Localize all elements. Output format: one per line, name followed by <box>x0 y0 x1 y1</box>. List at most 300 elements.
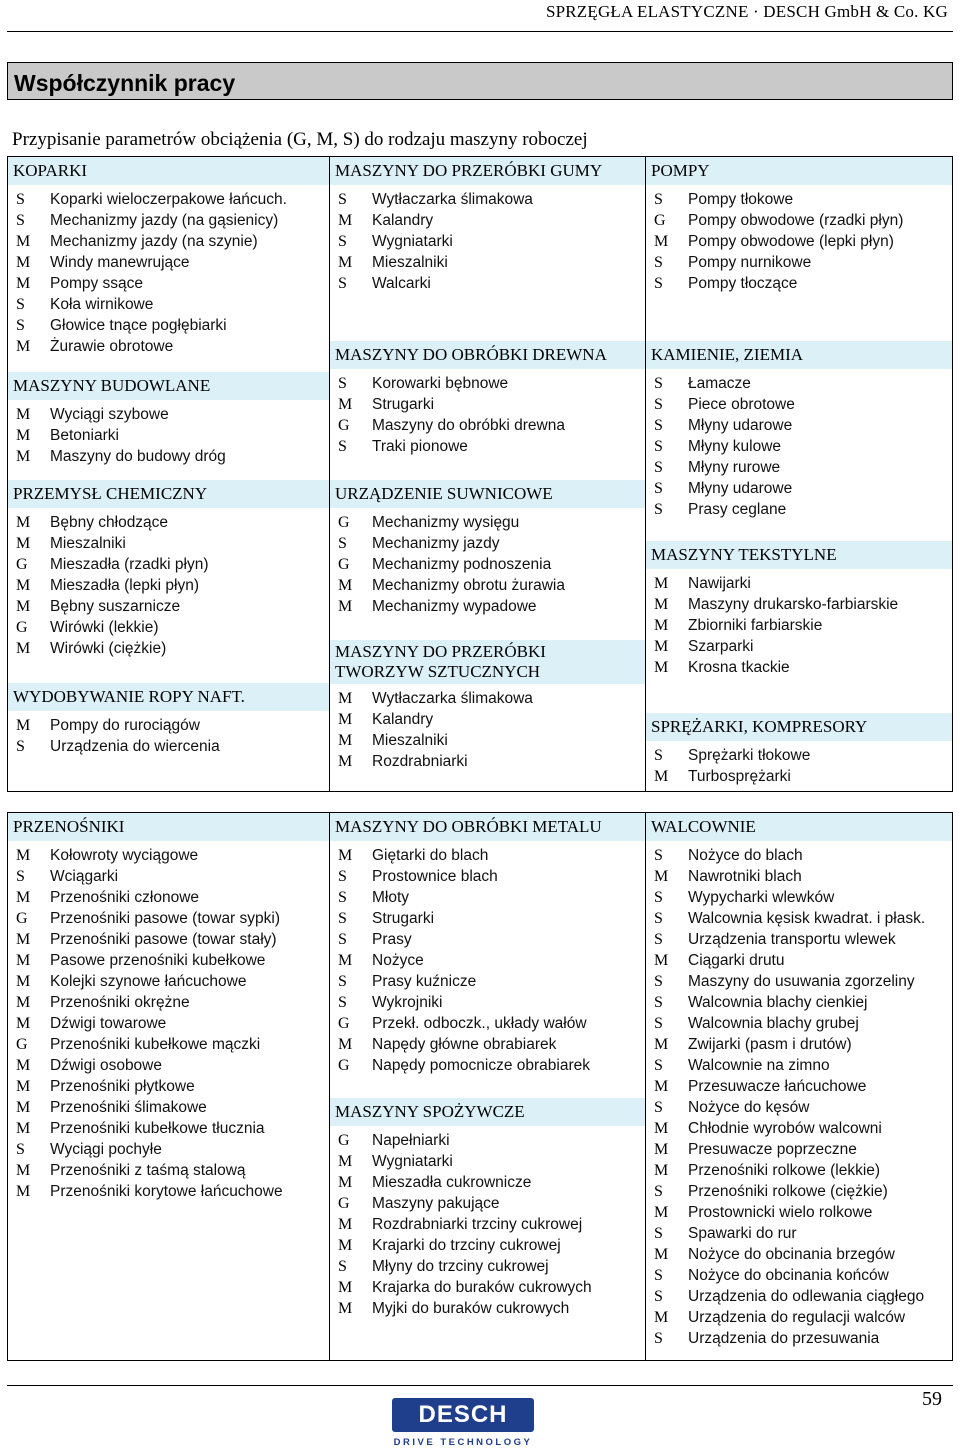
list-item <box>646 273 952 294</box>
upper-table <box>7 156 953 792</box>
list-item <box>646 415 952 436</box>
machine-name: Młoty <box>372 889 410 906</box>
machine-name: Mieszalniki <box>50 535 126 552</box>
load-class: M <box>338 1237 353 1254</box>
machine-name: Napędy główne obrabiarek <box>372 1036 557 1053</box>
machine-name: Przenośniki kubełkowe tłucznia <box>50 1120 265 1137</box>
machine-name: Mechanizmy obrotu żurawia <box>372 577 565 594</box>
list-item <box>330 1193 645 1214</box>
machine-name: Przenośniki korytowe łańcuchowe <box>50 1183 283 1200</box>
list-item <box>8 575 329 596</box>
machine-name: Młyny kulowe <box>688 438 782 455</box>
machine-name: Młyny udarowe <box>688 480 793 497</box>
load-class: M <box>338 1216 353 1233</box>
machine-name: Napełniarki <box>372 1132 450 1149</box>
machine-name: Turbosprężarki <box>688 768 791 785</box>
section-header: KAMIENIE, ZIEMIA <box>646 341 952 369</box>
load-class: S <box>654 994 663 1011</box>
machine-name: Nożyce <box>372 952 424 969</box>
list-item <box>646 394 952 415</box>
list-item <box>8 845 329 866</box>
section-header: KOPARKI <box>8 157 329 185</box>
section-pompy <box>646 157 952 294</box>
load-class: M <box>338 1300 353 1317</box>
list-item <box>646 210 952 231</box>
load-class: M <box>654 1204 669 1221</box>
section-header: URZĄDZENIE SUWNICOWE <box>330 480 645 508</box>
load-class: S <box>654 931 663 948</box>
list-item <box>330 436 645 457</box>
load-class: S <box>338 275 347 292</box>
load-class: M <box>338 732 353 749</box>
section-budowlane <box>8 372 329 467</box>
load-class: S <box>338 375 347 392</box>
list-item <box>8 273 329 294</box>
load-class: M <box>16 952 31 969</box>
load-class: M <box>338 711 353 728</box>
machine-name: Urządzenia do przesuwania <box>688 1330 880 1347</box>
machine-name: Mechanizmy wysięgu <box>372 514 520 531</box>
section-spozywcze <box>330 1098 645 1319</box>
list-item <box>330 596 645 617</box>
section-header: MASZYNY SPOŻYWCZE <box>330 1098 645 1126</box>
list-item <box>646 1160 952 1181</box>
list-item <box>646 1055 952 1076</box>
load-class: M <box>16 1120 31 1137</box>
load-class: S <box>654 1330 663 1347</box>
machine-name: Nawrotniki blach <box>688 868 802 885</box>
machine-name: Urządzenia do regulacji walców <box>688 1309 906 1326</box>
list-item <box>646 615 952 636</box>
load-class: M <box>16 577 31 594</box>
load-class: S <box>338 973 347 990</box>
machine-name: Krajarka do buraków cukrowych <box>372 1279 592 1296</box>
load-class: S <box>654 1099 663 1116</box>
load-class: M <box>16 1183 31 1200</box>
load-class: M <box>654 596 669 613</box>
machine-name: Wytłaczarka ślimakowa <box>372 690 533 707</box>
list-item <box>646 992 952 1013</box>
section-tworzywa <box>330 640 645 772</box>
machine-name: Mieszadła cukrownicze <box>372 1174 532 1191</box>
list-item <box>646 1097 952 1118</box>
section-header: MASZYNY DO OBRÓBKI DREWNA <box>330 341 645 369</box>
load-class: M <box>338 690 353 707</box>
list-item <box>646 908 952 929</box>
load-class: G <box>16 556 28 573</box>
list-item <box>8 638 329 659</box>
machine-name: Młyny rurowe <box>688 459 781 476</box>
load-class: M <box>338 753 353 770</box>
load-class: S <box>16 317 25 334</box>
machine-name: Rozdrabniarki <box>372 753 468 770</box>
load-class: S <box>654 417 663 434</box>
footer-rule <box>7 1385 953 1386</box>
list-item <box>330 709 645 730</box>
machine-name: Chłodnie wyrobów walcowni <box>688 1120 882 1137</box>
list-item <box>646 594 952 615</box>
machine-name: Wytłaczarka ślimakowa <box>372 191 533 208</box>
machine-name: Przenośniki z taśmą stalową <box>50 1162 246 1179</box>
machine-name: Prasy ceglane <box>688 501 787 518</box>
machine-name: Mechanizmy podnoszenia <box>372 556 552 573</box>
machine-name: Nożyce do obcinania końców <box>688 1267 889 1284</box>
list-item <box>8 554 329 575</box>
machine-name: Przesuwacze łańcuchowe <box>688 1078 867 1095</box>
load-class: M <box>16 640 31 657</box>
list-item <box>330 1256 645 1277</box>
load-class: M <box>338 1153 353 1170</box>
machine-name: Wyciągi szybowe <box>50 406 169 423</box>
load-class: M <box>338 577 353 594</box>
machine-name: Koła wirnikowe <box>50 296 154 313</box>
machine-name: Mieszalniki <box>372 254 448 271</box>
list-item <box>8 950 329 971</box>
list-item <box>330 950 645 971</box>
section-header: MASZYNY DO OBRÓBKI METALU <box>330 813 645 841</box>
list-item <box>646 231 952 252</box>
list-item <box>330 845 645 866</box>
list-item <box>8 617 329 638</box>
machine-name: Ciągarki drutu <box>688 952 785 969</box>
list-item <box>330 751 645 772</box>
list-item <box>330 1235 645 1256</box>
load-class: S <box>654 1225 663 1242</box>
list-item <box>330 415 645 436</box>
load-class: S <box>654 396 663 413</box>
load-class: S <box>654 480 663 497</box>
load-class: S <box>16 1141 25 1158</box>
machine-name: Głowice tnące pogłębiarki <box>50 317 227 334</box>
load-class: M <box>654 1120 669 1137</box>
load-class: S <box>338 910 347 927</box>
load-class: S <box>654 254 663 271</box>
machine-name: Koparki wieloczerpakowe łańcuch. <box>50 191 287 208</box>
load-class: S <box>338 889 347 906</box>
logo-text: DESCH <box>418 1401 508 1428</box>
list-item <box>646 636 952 657</box>
list-item <box>330 887 645 908</box>
load-class: S <box>338 191 347 208</box>
load-class: M <box>16 233 31 250</box>
list-item <box>8 929 329 950</box>
list-item <box>330 512 645 533</box>
machine-name: Mieszadła (rzadki płyn) <box>50 556 209 573</box>
machine-name: Pompy obwodowe (rzadki płyn) <box>688 212 904 229</box>
load-class: M <box>338 1279 353 1296</box>
load-class: S <box>654 275 663 292</box>
section-metal <box>330 813 645 1076</box>
list-item <box>8 294 329 315</box>
section-title-line: TWORZYW SZTUCZNYCH <box>335 662 541 681</box>
list-item <box>330 1214 645 1235</box>
machine-name: Mechanizmy wypadowe <box>372 598 537 615</box>
list-item <box>330 1172 645 1193</box>
machine-name: Szarparki <box>688 638 754 655</box>
list-item <box>330 533 645 554</box>
machine-name: Przenośniki płytkowe <box>50 1078 195 1095</box>
load-class: M <box>16 427 31 444</box>
load-class: M <box>16 338 31 355</box>
list-item <box>330 730 645 751</box>
list-item <box>330 866 645 887</box>
load-class: G <box>338 1015 350 1032</box>
desch-logo <box>392 1398 534 1432</box>
machine-name: Korowarki bębnowe <box>372 375 509 392</box>
load-class: G <box>338 417 350 434</box>
list-item <box>646 1265 952 1286</box>
load-class: M <box>338 598 353 615</box>
load-class: S <box>654 747 663 764</box>
load-class: G <box>338 1132 350 1149</box>
section-koparki <box>8 157 329 357</box>
machine-name: Strugarki <box>372 910 435 927</box>
page-number: 59 <box>922 1388 942 1410</box>
subtitle: Przypisanie parametrów obciążenia (G, M, S) do rodzaju maszyny roboczej <box>12 129 588 150</box>
machine-name: Pompy nurnikowe <box>688 254 812 271</box>
machine-name: Wirówki (lekkie) <box>50 619 159 636</box>
load-class: S <box>654 1288 663 1305</box>
machine-name: Przenośniki ślimakowe <box>50 1099 207 1116</box>
load-class: S <box>338 1258 347 1275</box>
section-header: PRZEMYSŁ CHEMICZNY <box>8 480 329 508</box>
load-class: M <box>16 994 31 1011</box>
list-item <box>8 512 329 533</box>
section-kamienie <box>646 341 952 520</box>
load-class: S <box>654 459 663 476</box>
list-item <box>646 373 952 394</box>
list-item <box>8 533 329 554</box>
load-class: G <box>16 910 28 927</box>
section-header <box>330 640 645 684</box>
list-item <box>646 478 952 499</box>
machine-name: Zwijarki (pasm i drutów) <box>688 1036 852 1053</box>
list-item <box>330 231 645 252</box>
machine-name: Przenośniki kubełkowe mączki <box>50 1036 261 1053</box>
machine-name: Zbiorniki farbiarskie <box>688 617 823 634</box>
list-item <box>330 273 645 294</box>
machine-name: Mechanizmy jazdy (na szynie) <box>50 233 258 250</box>
load-class: S <box>654 375 663 392</box>
machine-name: Krosna tkackie <box>688 659 790 676</box>
list-item <box>646 1202 952 1223</box>
load-class: S <box>338 438 347 455</box>
machine-name: Wciągarki <box>50 868 119 885</box>
list-item <box>330 252 645 273</box>
list-item <box>8 210 329 231</box>
machine-name: Pasowe przenośniki kubełkowe <box>50 952 266 969</box>
list-item <box>646 1244 952 1265</box>
load-class: S <box>654 1183 663 1200</box>
load-class: S <box>16 296 25 313</box>
machine-name: Mechanizmy jazdy <box>372 535 500 552</box>
machine-name: Urządzenia do odlewania ciągłego <box>688 1288 925 1305</box>
machine-name: Wygniatarki <box>372 1153 453 1170</box>
machine-name: Wypycharki wlewków <box>688 889 835 906</box>
machine-name: Maszyny drukarsko-farbiarskie <box>688 596 899 613</box>
list-item <box>8 404 329 425</box>
load-class: S <box>338 931 347 948</box>
machine-name: Walcarki <box>372 275 431 292</box>
list-item <box>8 1160 329 1181</box>
section-header: WYDOBYWANIE ROPY NAFT. <box>8 683 329 711</box>
list-item <box>330 373 645 394</box>
list-item <box>646 766 952 787</box>
list-item <box>8 252 329 273</box>
load-class: M <box>16 514 31 531</box>
load-class: M <box>16 1078 31 1095</box>
machine-name: Przenośniki okrężne <box>50 994 190 1011</box>
load-class: S <box>654 1057 663 1074</box>
list-item <box>646 1034 952 1055</box>
load-class: M <box>16 1162 31 1179</box>
load-class: S <box>16 191 25 208</box>
load-class: S <box>16 868 25 885</box>
section-przenosniki <box>8 813 329 1202</box>
load-class: G <box>338 514 350 531</box>
load-class: M <box>338 1036 353 1053</box>
machine-name: Nożyce do obcinania brzegów <box>688 1246 895 1263</box>
list-item <box>8 1013 329 1034</box>
machine-name: Pompy do rurociągów <box>50 717 200 734</box>
list-item <box>330 1034 645 1055</box>
machine-name: Żurawie obrotowe <box>50 338 174 355</box>
list-item <box>8 866 329 887</box>
list-item <box>330 554 645 575</box>
machine-name: Kalandry <box>372 711 434 728</box>
section-title-line: MASZYNY DO PRZERÓBKI <box>335 642 546 661</box>
list-item <box>8 1055 329 1076</box>
list-item <box>330 1130 645 1151</box>
load-class: M <box>654 768 669 785</box>
machine-name: Dźwigi towarowe <box>50 1015 167 1032</box>
load-class: S <box>654 1267 663 1284</box>
load-class: S <box>654 438 663 455</box>
machine-name: Wirówki (ciężkie) <box>50 640 167 657</box>
machine-name: Przenośniki pasowe (towar stały) <box>50 931 277 948</box>
list-item <box>8 971 329 992</box>
machine-name: Strugarki <box>372 396 435 413</box>
list-item <box>8 425 329 446</box>
machine-name: Pompy obwodowe (lepki płyn) <box>688 233 894 250</box>
list-item <box>646 1328 952 1349</box>
machine-name: Wygniatarki <box>372 233 453 250</box>
load-class: M <box>654 1309 669 1326</box>
header-rule <box>7 31 953 32</box>
machine-name: Przekł. odboczk., układy wałów <box>372 1015 587 1032</box>
load-class: M <box>654 868 669 885</box>
load-class: M <box>654 233 669 250</box>
load-class: M <box>338 1174 353 1191</box>
machine-name: Kołowroty wyciągowe <box>50 847 199 864</box>
list-item <box>330 210 645 231</box>
list-item <box>646 457 952 478</box>
machine-name: Mechanizmy jazdy (na gąsienicy) <box>50 212 279 229</box>
load-class: M <box>16 889 31 906</box>
list-item <box>646 1139 952 1160</box>
load-class: M <box>654 1036 669 1053</box>
machine-name: Kalandry <box>372 212 434 229</box>
machine-name: Nożyce do blach <box>688 847 803 864</box>
list-item <box>8 1181 329 1202</box>
load-class: M <box>654 575 669 592</box>
machine-name: Betoniarki <box>50 427 119 444</box>
list-item <box>8 1076 329 1097</box>
list-item <box>646 866 952 887</box>
machine-name: Pompy ssące <box>50 275 144 292</box>
load-class: G <box>654 212 666 229</box>
load-class: S <box>654 889 663 906</box>
list-item <box>8 189 329 210</box>
machine-name: Bębny chłodzące <box>50 514 169 531</box>
machine-name: Przenośniki rolkowe (ciężkie) <box>688 1183 888 1200</box>
load-class: M <box>338 212 353 229</box>
list-item <box>330 1277 645 1298</box>
load-class: M <box>338 254 353 271</box>
machine-name: Rozdrabniarki trzciny cukrowej <box>372 1216 583 1233</box>
list-item <box>330 1013 645 1034</box>
list-item <box>646 573 952 594</box>
load-class: M <box>16 1015 31 1032</box>
load-class: G <box>338 556 350 573</box>
list-item <box>8 1034 329 1055</box>
machine-name: Prasy <box>372 931 412 948</box>
list-item <box>646 1307 952 1328</box>
machine-name: Przenośniki pasowe (towar sypki) <box>50 910 281 927</box>
load-class: M <box>16 1057 31 1074</box>
list-item <box>8 231 329 252</box>
machine-name: Maszyny pakujące <box>372 1195 500 1212</box>
section-header: SPRĘŻARKI, KOMPRESORY <box>646 713 952 741</box>
machine-name: Krajarki do trzciny cukrowej <box>372 1237 561 1254</box>
load-class: S <box>338 535 347 552</box>
load-class: S <box>338 994 347 1011</box>
list-item <box>330 688 645 709</box>
load-class: S <box>338 868 347 885</box>
list-item <box>646 189 952 210</box>
machine-name: Maszyny do usuwania zgorzeliny <box>688 973 915 990</box>
load-class: G <box>338 1195 350 1212</box>
load-class: M <box>654 952 669 969</box>
load-class: M <box>16 448 31 465</box>
list-item <box>8 1118 329 1139</box>
section-header: PRZENOŚNIKI <box>8 813 329 841</box>
list-item <box>646 657 952 678</box>
list-item <box>646 436 952 457</box>
list-item <box>8 992 329 1013</box>
machine-name: Windy manewrujące <box>50 254 190 271</box>
load-class: M <box>338 847 353 864</box>
machine-name: Wyciągi pochyłe <box>50 1141 162 1158</box>
load-class: M <box>16 847 31 864</box>
load-class: M <box>338 396 353 413</box>
machine-name: Piece obrotowe <box>688 396 795 413</box>
section-header: POMPY <box>646 157 952 185</box>
list-item <box>330 1151 645 1172</box>
load-class: M <box>16 598 31 615</box>
list-item <box>646 252 952 273</box>
logo-tagline: DRIVE TECHNOLOGY <box>393 1437 533 1448</box>
load-class: S <box>654 191 663 208</box>
load-class: S <box>16 212 25 229</box>
machine-name: Sprężarki tłokowe <box>688 747 811 764</box>
machine-name: Dźwigi osobowe <box>50 1057 162 1074</box>
section-chemiczny <box>8 480 329 659</box>
list-item <box>330 1055 645 1076</box>
machine-name: Napędy pomocnicze obrabiarek <box>372 1057 590 1074</box>
list-item <box>330 929 645 950</box>
list-item <box>646 1013 952 1034</box>
